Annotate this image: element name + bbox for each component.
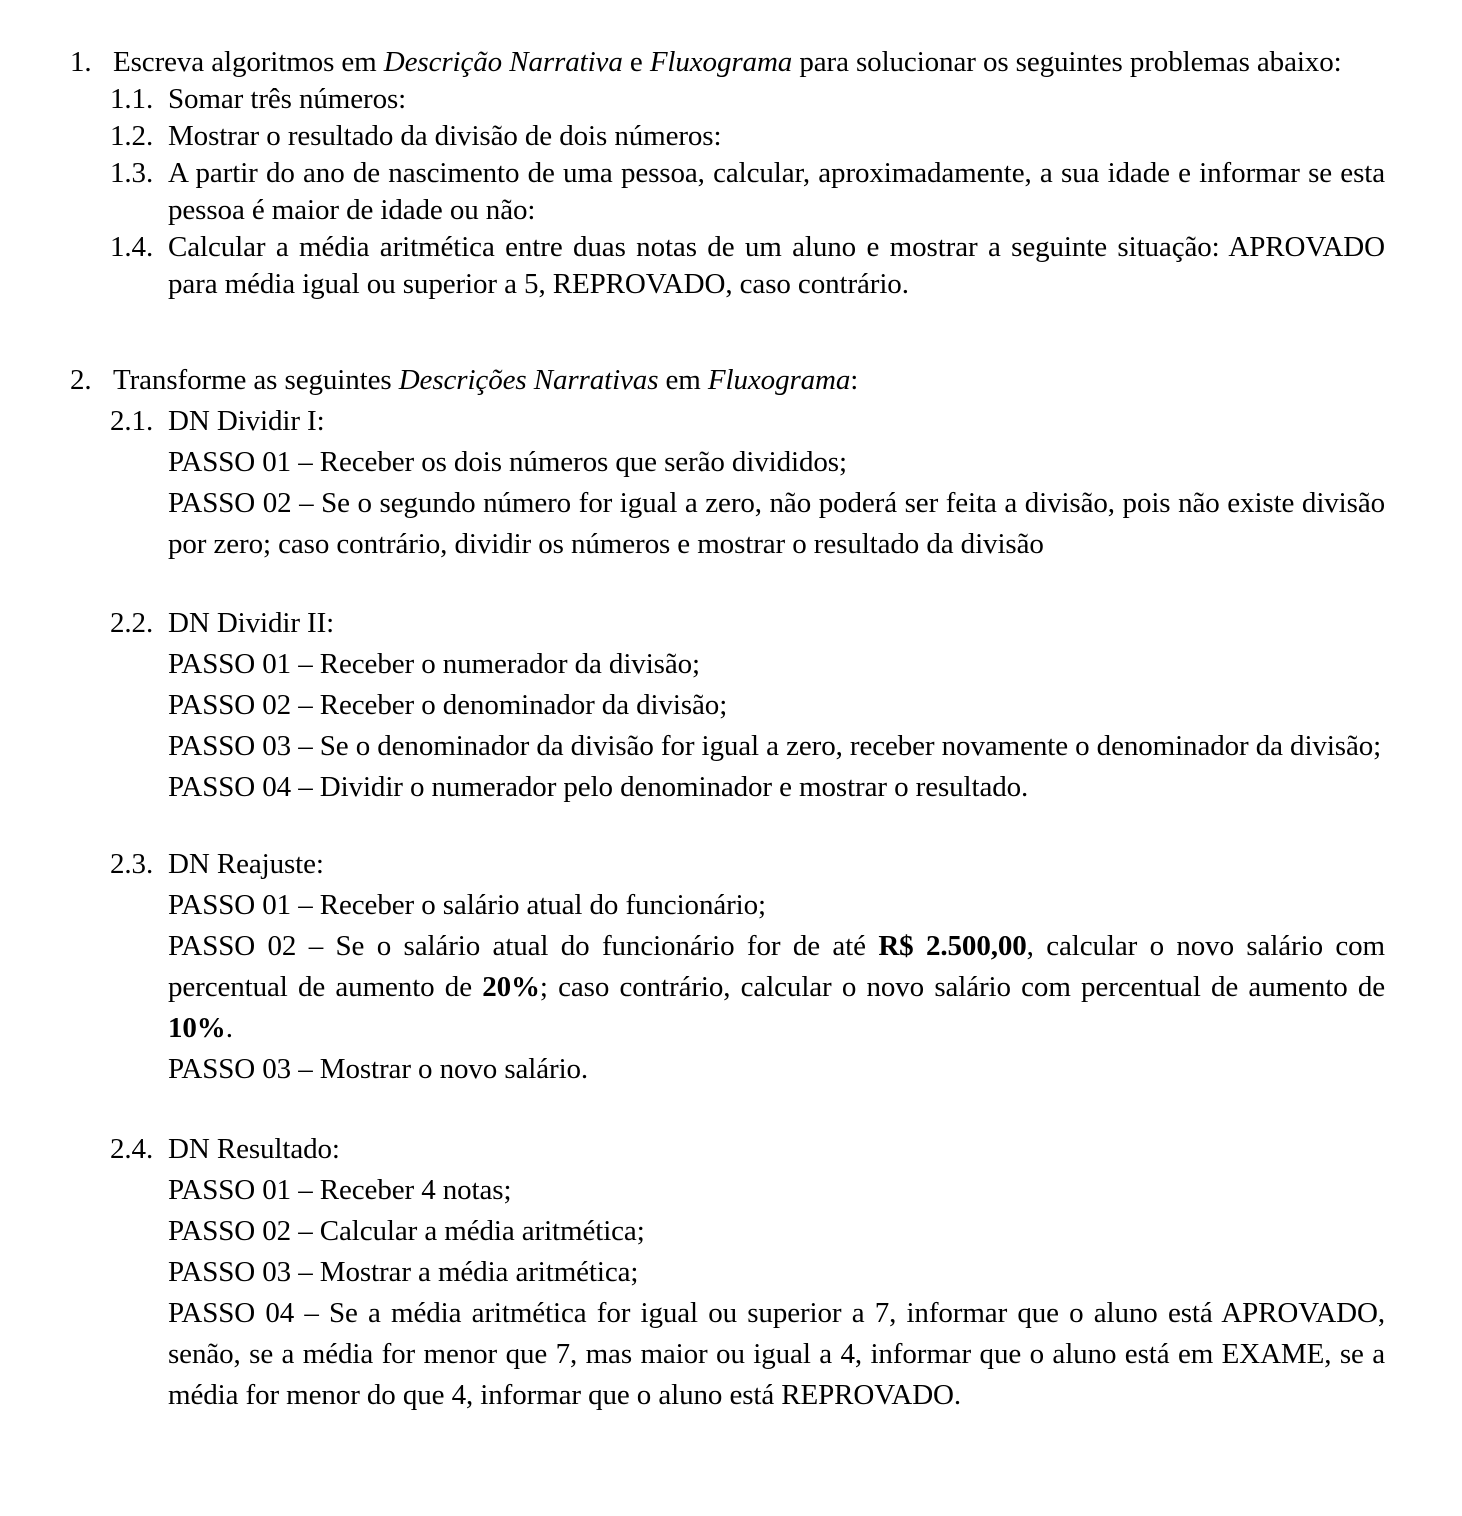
passo-paragraph <box>0 1211 1385 1252</box>
passo-paragraph <box>0 767 1385 808</box>
item-number: 2.4. <box>110 1133 154 1165</box>
italic-text-run: Descrições Narrativas <box>398 364 659 396</box>
sub-list-item <box>0 81 1385 118</box>
item-number: 2. <box>70 364 92 396</box>
text-run: DN Reajuste: <box>168 848 324 880</box>
text-run: ; caso contrário, calcular o novo salário com percentual de aumento de <box>539 971 1385 1003</box>
text-run: PASSO 01 – Receber 4 notas; <box>168 1174 512 1206</box>
item-number: 2.1. <box>110 405 154 437</box>
item-number: 2.2. <box>110 607 154 639</box>
numbered-list-item <box>0 44 1385 81</box>
text-run: Transforme as seguintes <box>113 364 399 396</box>
item-number: 1.4. <box>110 231 154 263</box>
sub-list-item <box>0 118 1385 155</box>
passo-paragraph <box>0 483 1385 565</box>
text-run: PASSO 04 – Dividir o numerador pelo denominador e mostrar o resultado. <box>168 771 1029 803</box>
item-number: 2.3. <box>110 848 154 880</box>
sub-list-item <box>0 603 1385 644</box>
bold-text-run: R$ 2.500,00 <box>878 930 1027 962</box>
italic-text-run: Fluxograma <box>707 364 851 396</box>
text-run: PASSO 02 – Receber o denominador da divisão; <box>168 689 728 721</box>
text-run: PASSO 02 – Se o segundo número for igual a zero, não poderá ser feita a divisão, pois não existe divisão por zero; caso contrário, dividir os números e mostrar o resultado da divisão <box>168 487 1385 560</box>
text-run: DN Resultado: <box>168 1133 340 1165</box>
passo-paragraph <box>0 1049 1385 1090</box>
text-run: Mostrar o resultado da divisão de dois números: <box>168 120 722 152</box>
text-run: PASSO 04 – Se a média aritmética for igual ou superior a 7, informar que o aluno está APROVADO, senão, se a média for menor que 7, mas maior ou igual a 4, informar que o aluno está em EXAME, se a média for menor do que 4, informar que o aluno está REPROVADO. <box>168 1297 1385 1411</box>
passo-paragraph <box>0 685 1385 726</box>
item-number: 1.3. <box>110 157 154 189</box>
sub-list-item <box>0 229 1385 303</box>
sub-list-item <box>0 1129 1385 1170</box>
text-run: PASSO 03 – Mostrar o novo salário. <box>168 1053 589 1085</box>
bold-text-run: 10% <box>168 1012 226 1044</box>
passo-paragraph <box>0 442 1385 483</box>
italic-text-run: Descrição Narrativa <box>383 46 623 78</box>
text-run: PASSO 02 – Calcular a média aritmética; <box>168 1215 645 1247</box>
passo-paragraph <box>0 1252 1385 1293</box>
text-run: : <box>850 364 859 396</box>
passo-paragraph <box>0 726 1385 767</box>
text-run: . <box>225 1012 233 1044</box>
text-run: , calcular o novo salário com percentual de aumento de <box>168 930 1386 1003</box>
passo-paragraph <box>0 644 1385 685</box>
italic-text-run: Fluxograma <box>649 46 793 78</box>
text-run: e <box>622 46 650 78</box>
passo-paragraph <box>0 1170 1385 1211</box>
text-run: Escreva algoritmos em <box>113 46 384 78</box>
numbered-list-item <box>0 360 1385 401</box>
bold-text-run: 20% <box>482 971 540 1003</box>
text-run: DN Dividir I: <box>168 405 325 437</box>
text-run: PASSO 01 – Receber os dois números que serão divididos; <box>168 446 847 478</box>
text-run: PASSO 03 – Mostrar a média aritmética; <box>168 1256 639 1288</box>
text-run: Calcular a média aritmética entre duas notas de um aluno e mostrar a seguinte situação: APROVADO para média igual ou superior a 5, REPROVADO, caso contrário. <box>168 231 1385 300</box>
passo-paragraph <box>0 885 1385 926</box>
item-number: 1.2. <box>110 120 154 152</box>
text-run: Somar três números: <box>168 83 407 115</box>
text-run: DN Dividir II: <box>168 607 335 639</box>
item-number: 1.1. <box>110 83 154 115</box>
text-run: PASSO 01 – Receber o salário atual do funcionário; <box>168 889 766 921</box>
text-run: A partir do ano de nascimento de uma pessoa, calcular, aproximadamente, a sua idade e informar se esta pessoa é maior de idade ou não: <box>168 157 1385 226</box>
item-number: 1. <box>70 46 92 78</box>
sub-list-item <box>0 844 1385 885</box>
text-run: PASSO 02 – Se o salário atual do funcionário for de até <box>168 930 879 962</box>
text-run: em <box>658 364 708 396</box>
sub-list-item <box>0 155 1385 229</box>
text-run: PASSO 03 – Se o denominador da divisão for igual a zero, receber novamente o denominador da divisão; <box>168 730 1382 762</box>
passo-paragraph <box>0 1293 1385 1416</box>
text-run: PASSO 01 – Receber o numerador da divisão; <box>168 648 700 680</box>
text-run: para solucionar os seguintes problemas abaixo: <box>792 46 1342 78</box>
sub-list-item <box>0 401 1385 442</box>
passo-paragraph <box>0 926 1385 1049</box>
